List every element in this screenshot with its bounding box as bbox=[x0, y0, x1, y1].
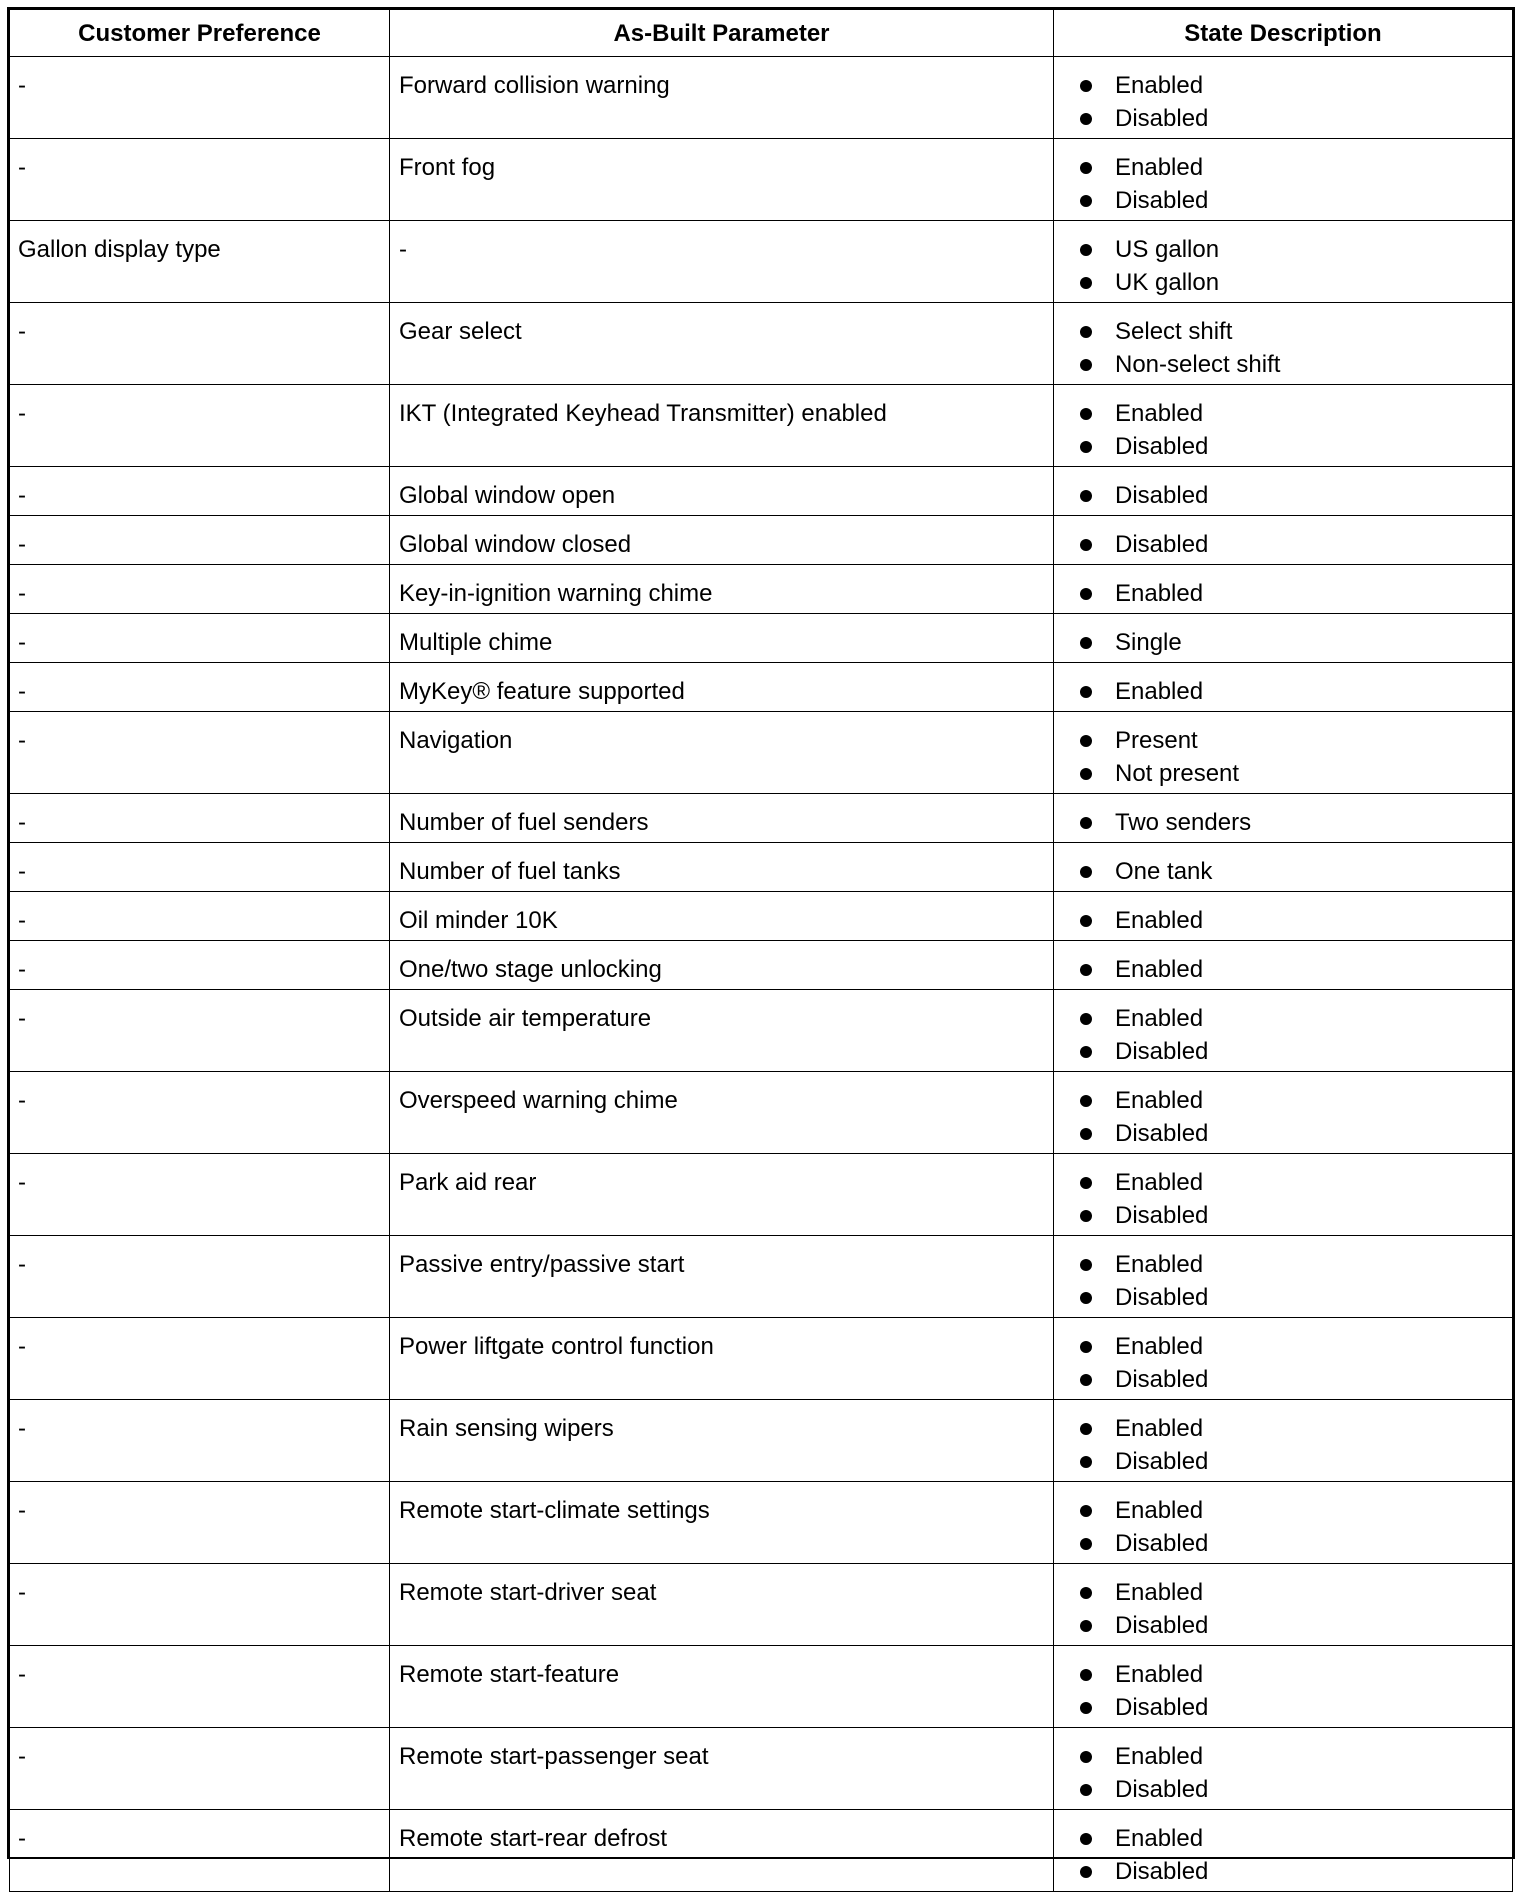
as-built-parameter-cell bbox=[390, 1728, 1054, 1810]
table-row bbox=[10, 1072, 1513, 1154]
customer-preference-text: - bbox=[18, 1005, 26, 1032]
state-description-cell bbox=[1054, 941, 1513, 990]
state-description-cell bbox=[1054, 990, 1513, 1072]
state-list bbox=[1054, 1728, 1512, 1806]
state-list bbox=[1054, 1564, 1512, 1642]
state-list bbox=[1054, 990, 1512, 1068]
state-list-item: Disabled bbox=[1080, 1445, 1512, 1478]
state-list bbox=[1054, 565, 1512, 610]
state-list bbox=[1054, 516, 1512, 561]
table-row bbox=[10, 712, 1513, 794]
state-description-cell bbox=[1054, 303, 1513, 385]
state-list-item: Enabled bbox=[1080, 675, 1512, 708]
as-built-parameter-cell bbox=[390, 843, 1054, 892]
table-row bbox=[10, 385, 1513, 467]
as-built-parameter-cell bbox=[390, 941, 1054, 990]
customer-preference-text: - bbox=[18, 1579, 26, 1606]
customer-preference-text: - bbox=[18, 400, 26, 427]
customer-preference-cell bbox=[10, 794, 390, 843]
state-list bbox=[1054, 303, 1512, 381]
state-description-cell bbox=[1054, 385, 1513, 467]
table-row bbox=[10, 1154, 1513, 1236]
state-list bbox=[1054, 614, 1512, 659]
customer-preference-text: - bbox=[18, 154, 26, 181]
as-built-parameter-cell bbox=[390, 1072, 1054, 1154]
customer-preference-text: - bbox=[18, 907, 26, 934]
state-list-item: Enabled bbox=[1080, 1576, 1512, 1609]
customer-preference-cell bbox=[10, 712, 390, 794]
state-list-item: Disabled bbox=[1080, 1691, 1512, 1724]
table-row bbox=[10, 1482, 1513, 1564]
as-built-parameter-cell bbox=[390, 467, 1054, 516]
customer-preference-text: - bbox=[18, 1251, 26, 1278]
customer-preference-cell bbox=[10, 1564, 390, 1646]
state-list-item: Non-select shift bbox=[1080, 348, 1512, 381]
state-list-item: Disabled bbox=[1080, 102, 1512, 135]
table-row bbox=[10, 1810, 1513, 1892]
state-description-cell bbox=[1054, 516, 1513, 565]
customer-preference-text: - bbox=[18, 1661, 26, 1688]
customer-preference-text: - bbox=[18, 1169, 26, 1196]
as-built-parameter-cell bbox=[390, 1318, 1054, 1400]
table-row bbox=[10, 1318, 1513, 1400]
customer-preference-text: - bbox=[18, 482, 26, 509]
state-list-item: UK gallon bbox=[1080, 266, 1512, 299]
customer-preference-text: - bbox=[18, 1087, 26, 1114]
customer-preference-cell bbox=[10, 941, 390, 990]
customer-preference-text: - bbox=[18, 72, 26, 99]
state-list-item: Disabled bbox=[1080, 1527, 1512, 1560]
customer-preference-cell bbox=[10, 516, 390, 565]
state-description-cell bbox=[1054, 221, 1513, 303]
customer-preference-text: - bbox=[18, 858, 26, 885]
as-built-parameter-text: Overspeed warning chime bbox=[399, 1087, 678, 1114]
state-list bbox=[1054, 892, 1512, 937]
customer-preference-text: - bbox=[18, 1333, 26, 1360]
as-built-parameter-cell bbox=[390, 1646, 1054, 1728]
table-row bbox=[10, 1728, 1513, 1810]
as-built-parameter-text: One/two stage unlocking bbox=[399, 956, 662, 983]
state-description-cell bbox=[1054, 712, 1513, 794]
as-built-parameter-cell bbox=[390, 57, 1054, 139]
state-list-item: Enabled bbox=[1080, 151, 1512, 184]
as-built-parameter-text: MyKey® feature supported bbox=[399, 678, 685, 705]
state-list bbox=[1054, 1154, 1512, 1232]
customer-preference-cell bbox=[10, 221, 390, 303]
as-built-parameter-text: Number of fuel tanks bbox=[399, 858, 621, 885]
state-list-item: Disabled bbox=[1080, 1363, 1512, 1396]
as-built-parameter-text: Remote start-feature bbox=[399, 1661, 620, 1688]
state-description-cell bbox=[1054, 57, 1513, 139]
customer-preference-cell bbox=[10, 1400, 390, 1482]
customer-preference-text: - bbox=[18, 1743, 26, 1770]
table-row bbox=[10, 843, 1513, 892]
state-list-item: Present bbox=[1080, 724, 1512, 757]
as-built-parameter-text: Gear select bbox=[399, 318, 522, 345]
table-row bbox=[10, 794, 1513, 843]
table-row bbox=[10, 565, 1513, 614]
state-description-cell bbox=[1054, 1482, 1513, 1564]
header-as-built-parameter: As-Built Parameter bbox=[390, 10, 1054, 57]
table-row bbox=[10, 1236, 1513, 1318]
state-list-item: Disabled bbox=[1080, 1035, 1512, 1068]
as-built-parameter-text: Number of fuel senders bbox=[399, 809, 649, 836]
state-list-item: Disabled bbox=[1080, 184, 1512, 217]
state-list-item: Enabled bbox=[1080, 1494, 1512, 1527]
customer-preference-text: - bbox=[18, 580, 26, 607]
as-built-parameter-text: Global window open bbox=[399, 482, 616, 509]
customer-preference-text: - bbox=[18, 318, 26, 345]
state-list bbox=[1054, 1318, 1512, 1396]
as-built-parameter-text: Passive entry/passive start bbox=[399, 1251, 685, 1278]
customer-preference-text: - bbox=[18, 956, 26, 983]
as-built-parameter-cell bbox=[390, 385, 1054, 467]
state-list-item: Select shift bbox=[1080, 315, 1512, 348]
table-row bbox=[10, 221, 1513, 303]
state-description-cell bbox=[1054, 139, 1513, 221]
state-description-cell bbox=[1054, 614, 1513, 663]
state-list-item: Enabled bbox=[1080, 1248, 1512, 1281]
state-description-cell bbox=[1054, 892, 1513, 941]
state-list-item: Enabled bbox=[1080, 1002, 1512, 1035]
as-built-parameter-cell bbox=[390, 712, 1054, 794]
customer-preference-cell bbox=[10, 467, 390, 516]
table-header-row bbox=[10, 10, 1513, 57]
state-list-item: Disabled bbox=[1080, 1773, 1512, 1806]
as-built-parameter-text: Front fog bbox=[399, 154, 496, 181]
state-list-item: Enabled bbox=[1080, 1658, 1512, 1691]
state-description-cell bbox=[1054, 1646, 1513, 1728]
customer-preference-cell bbox=[10, 892, 390, 941]
state-list-item: Enabled bbox=[1080, 1740, 1512, 1773]
as-built-parameter-text: Global window closed bbox=[399, 531, 632, 558]
as-built-parameter-text: Remote start-climate settings bbox=[399, 1497, 710, 1524]
as-built-parameter-cell bbox=[390, 565, 1054, 614]
state-list bbox=[1054, 712, 1512, 790]
state-list-item: Disabled bbox=[1080, 1199, 1512, 1232]
table-row bbox=[10, 57, 1513, 139]
state-list-item: Disabled bbox=[1080, 1855, 1512, 1888]
as-built-parameter-text: Navigation bbox=[399, 727, 513, 754]
customer-preference-text: - bbox=[18, 678, 26, 705]
state-description-cell bbox=[1054, 663, 1513, 712]
as-built-parameter-cell bbox=[390, 663, 1054, 712]
customer-preference-text: - bbox=[18, 809, 26, 836]
state-list-item: Disabled bbox=[1080, 430, 1512, 463]
state-list bbox=[1054, 57, 1512, 135]
table-row bbox=[10, 1564, 1513, 1646]
state-list bbox=[1054, 221, 1512, 299]
customer-preference-cell bbox=[10, 385, 390, 467]
as-built-parameter-text: Multiple chime bbox=[399, 629, 553, 656]
as-built-parameter-cell bbox=[390, 892, 1054, 941]
state-list-item: Disabled bbox=[1080, 479, 1512, 512]
as-built-parameter-text: Forward collision warning bbox=[399, 72, 670, 99]
state-list bbox=[1054, 1236, 1512, 1314]
state-list-item: Disabled bbox=[1080, 1117, 1512, 1150]
customer-preference-cell bbox=[10, 1154, 390, 1236]
state-list bbox=[1054, 139, 1512, 217]
table-row bbox=[10, 1646, 1513, 1728]
state-list-item: Disabled bbox=[1080, 528, 1512, 561]
state-list bbox=[1054, 1400, 1512, 1478]
customer-preference-cell bbox=[10, 565, 390, 614]
as-built-parameter-cell bbox=[390, 1154, 1054, 1236]
table-row bbox=[10, 990, 1513, 1072]
state-description-cell bbox=[1054, 1318, 1513, 1400]
as-built-parameter-cell bbox=[390, 794, 1054, 843]
state-list bbox=[1054, 1482, 1512, 1560]
customer-preference-cell bbox=[10, 57, 390, 139]
state-list-item: Enabled bbox=[1080, 69, 1512, 102]
as-built-parameter-cell bbox=[390, 1236, 1054, 1318]
customer-preference-text: - bbox=[18, 727, 26, 754]
table-row bbox=[10, 1400, 1513, 1482]
as-built-parameter-text: Remote start-driver seat bbox=[399, 1579, 657, 1606]
state-description-cell bbox=[1054, 843, 1513, 892]
state-description-cell bbox=[1054, 565, 1513, 614]
as-built-parameter-text: Key-in-ignition warning chime bbox=[399, 580, 713, 607]
state-list-item: Single bbox=[1080, 626, 1512, 659]
state-list bbox=[1054, 843, 1512, 888]
header-state-description: State Description bbox=[1054, 10, 1513, 57]
as-built-parameters-table bbox=[9, 9, 1513, 1892]
state-description-cell bbox=[1054, 467, 1513, 516]
state-list bbox=[1054, 385, 1512, 463]
table-row bbox=[10, 139, 1513, 221]
customer-preference-text: - bbox=[18, 531, 26, 558]
state-list bbox=[1054, 467, 1512, 512]
table-row bbox=[10, 663, 1513, 712]
table-body bbox=[10, 57, 1513, 1892]
state-list-item: US gallon bbox=[1080, 233, 1512, 266]
state-description-cell bbox=[1054, 1728, 1513, 1810]
state-list-item: Enabled bbox=[1080, 904, 1512, 937]
table-row bbox=[10, 892, 1513, 941]
state-description-cell bbox=[1054, 1810, 1513, 1892]
customer-preference-cell bbox=[10, 663, 390, 712]
state-list-item: Enabled bbox=[1080, 1166, 1512, 1199]
customer-preference-cell bbox=[10, 1482, 390, 1564]
as-built-parameter-text: Outside air temperature bbox=[399, 1005, 652, 1032]
customer-preference-text: - bbox=[18, 1497, 26, 1524]
customer-preference-cell bbox=[10, 1072, 390, 1154]
as-built-parameter-cell bbox=[390, 516, 1054, 565]
state-list bbox=[1054, 663, 1512, 708]
customer-preference-cell bbox=[10, 843, 390, 892]
state-list bbox=[1054, 1646, 1512, 1724]
as-built-parameter-text: Park aid rear bbox=[399, 1169, 537, 1196]
as-built-parameter-text: Oil minder 10K bbox=[399, 907, 558, 934]
header-customer-preference: Customer Preference bbox=[10, 10, 390, 57]
state-description-cell bbox=[1054, 1400, 1513, 1482]
state-list bbox=[1054, 941, 1512, 986]
state-list-item: Enabled bbox=[1080, 577, 1512, 610]
customer-preference-cell bbox=[10, 1236, 390, 1318]
state-list-item: Enabled bbox=[1080, 1084, 1512, 1117]
state-list bbox=[1054, 794, 1512, 839]
customer-preference-text: Gallon display type bbox=[18, 236, 221, 263]
state-description-cell bbox=[1054, 1236, 1513, 1318]
customer-preference-cell bbox=[10, 139, 390, 221]
customer-preference-cell bbox=[10, 1318, 390, 1400]
as-built-parameter-cell bbox=[390, 303, 1054, 385]
customer-preference-cell bbox=[10, 990, 390, 1072]
as-built-parameter-text: IKT (Integrated Keyhead Transmitter) enabled bbox=[399, 400, 887, 427]
state-list-item: Two senders bbox=[1080, 806, 1512, 839]
state-list bbox=[1054, 1072, 1512, 1150]
state-description-cell bbox=[1054, 1072, 1513, 1154]
table-row bbox=[10, 303, 1513, 385]
as-built-parameter-cell bbox=[390, 1400, 1054, 1482]
as-built-table-frame bbox=[7, 7, 1515, 1885]
customer-preference-text: - bbox=[18, 629, 26, 656]
as-built-parameter-cell bbox=[390, 1564, 1054, 1646]
as-built-parameter-cell bbox=[390, 1482, 1054, 1564]
as-built-parameter-cell bbox=[390, 1810, 1054, 1892]
as-built-parameter-cell bbox=[390, 990, 1054, 1072]
table-row bbox=[10, 516, 1513, 565]
as-built-parameter-cell bbox=[390, 614, 1054, 663]
as-built-parameter-text: Remote start-rear defrost bbox=[399, 1825, 668, 1852]
state-list-item: Enabled bbox=[1080, 953, 1512, 986]
table-row bbox=[10, 614, 1513, 663]
customer-preference-cell bbox=[10, 1728, 390, 1810]
state-list-item: Disabled bbox=[1080, 1609, 1512, 1642]
as-built-parameter-cell bbox=[390, 139, 1054, 221]
state-list bbox=[1054, 1810, 1512, 1888]
customer-preference-cell bbox=[10, 303, 390, 385]
customer-preference-cell bbox=[10, 614, 390, 663]
state-list-item: One tank bbox=[1080, 855, 1512, 888]
state-list-item: Enabled bbox=[1080, 397, 1512, 430]
customer-preference-text: - bbox=[18, 1415, 26, 1442]
customer-preference-cell bbox=[10, 1810, 390, 1892]
as-built-parameter-text: - bbox=[399, 236, 407, 263]
table-row bbox=[10, 941, 1513, 990]
state-list-item: Not present bbox=[1080, 757, 1512, 790]
state-list-item: Disabled bbox=[1080, 1281, 1512, 1314]
as-built-parameter-text: Remote start-passenger seat bbox=[399, 1743, 709, 1770]
as-built-parameter-text: Rain sensing wipers bbox=[399, 1415, 614, 1442]
table-row bbox=[10, 467, 1513, 516]
customer-preference-cell bbox=[10, 1646, 390, 1728]
customer-preference-text: - bbox=[18, 1825, 26, 1852]
state-list-item: Enabled bbox=[1080, 1822, 1512, 1855]
state-description-cell bbox=[1054, 794, 1513, 843]
state-description-cell bbox=[1054, 1154, 1513, 1236]
state-description-cell bbox=[1054, 1564, 1513, 1646]
as-built-parameter-text: Power liftgate control function bbox=[399, 1333, 714, 1360]
as-built-parameter-cell bbox=[390, 221, 1054, 303]
state-list-item: Enabled bbox=[1080, 1330, 1512, 1363]
state-list-item: Enabled bbox=[1080, 1412, 1512, 1445]
